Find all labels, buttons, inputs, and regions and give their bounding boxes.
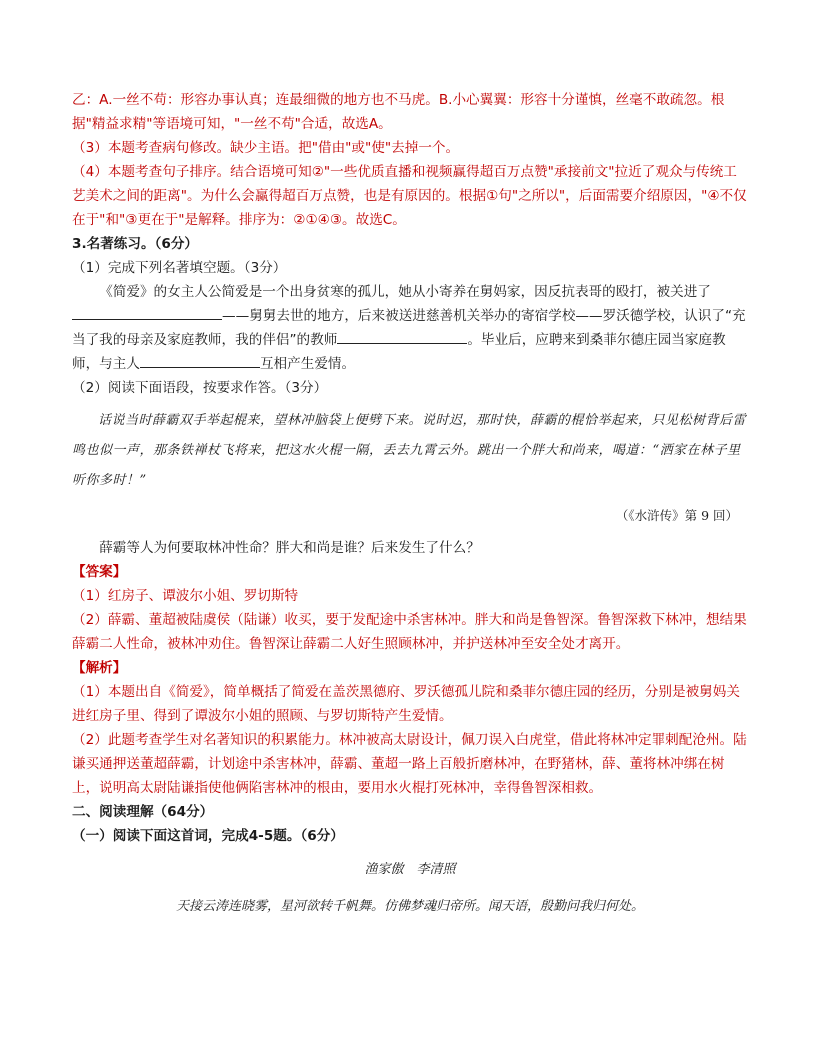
- blank-3[interactable]: [140, 353, 260, 368]
- question-3-sub2: （2）阅读下面语段，按要求作答。（3分）: [72, 380, 328, 396]
- fill-text-4: 互相产生爱情。: [259, 356, 356, 372]
- analysis-prev-line1: 乙：A.一丝不苟：形容办事认真；连最细微的地方也不马虎。B.小心翼翼：形容十分谨慎，丝毫不敢疏忽。根据"精益求精"等语境可知，"一丝不苟"合适，故选A。: [72, 92, 725, 132]
- fill-in-paragraph: [72, 280, 748, 376]
- blank-1[interactable]: [72, 305, 222, 320]
- fill-text-2: ——舅舅去世的地方，后来被送进慈善机关举办的寄宿学校——罗沃德学校，认识了“充当了我的母亲及家庭教师，我的伴侣”的教师: [72, 308, 746, 348]
- section-2-title: 二、阅读理解（64分）: [72, 804, 214, 820]
- analysis-heading: 【解析】: [72, 660, 127, 676]
- analysis-prev-item3: （3）本题考查病句修改。缺少主语。把"借由"或"使"去掉一个。: [72, 140, 460, 156]
- analysis-1: （1）本题出自《简爱》，简单概括了简爱在盖茨黑德府、罗沃德孤儿院和桑菲尔德庄园的经历，分别是被舅妈关进红房子里、得到了谭波尔小姐的照顾、与罗切斯特产生爱情。: [72, 684, 740, 724]
- excerpt-source: （《水浒传》第 9 回）: [615, 508, 738, 523]
- question-3-title: 3.名著练习。（6分）: [72, 236, 199, 252]
- fill-text-3: 。毕业后，应聘来到桑菲尔德庄园当家庭教师，与主人: [72, 332, 726, 372]
- section-2-subtitle: （一）阅读下面这首词，完成4-5题。（6分）: [72, 828, 344, 844]
- poem-title: 渔家傲 李清照: [364, 862, 456, 877]
- document-page: [72, 88, 748, 932]
- answer-heading: 【答案】: [72, 564, 127, 580]
- question-3-prompt: 薛霸等人为何要取林冲性命？胖大和尚是谁？后来发生了什么？: [99, 540, 480, 556]
- excerpt-quote: 话说当时薛霸双手举起棍来，望林冲脑袋上便劈下来。说时迟，那时快，薛霸的棍恰举起来，只见松树背后雷鸣也似一声，那条铁禅杖飞将来，把这水火棍一隔，丢去九霄云外。跳出一个胖大和尚来，喝道：“洒家在林子里听你多时！”: [72, 413, 747, 488]
- poem-line: 天接云涛连晓雾，星河欲转千帆舞。仿佛梦魂归帝所。闻天语，殷勤问我归何处。: [175, 899, 644, 914]
- answer-1: （1）红房子、谭波尔小姐、罗切斯特: [72, 588, 299, 604]
- answer-2: （2）薛霸、董超被陆虞侯（陆谦）收买，要于发配途中杀害林冲。胖大和尚是鲁智深。鲁智深救下林冲，想结果薛霸二人性命，被林冲劝住。鲁智深让薛霸二人好生照顾林冲，并护送林冲至安全处才离开。: [72, 612, 747, 652]
- blank-2[interactable]: [337, 329, 467, 344]
- analysis-prev-item4: （4）本题考查句子排序。结合语境可知②"一些优质直播和视频赢得超百万点赞"承接前文"拉近了观众与传统工艺美术之间的距离"。为什么会赢得超百万点赞，也是有原因的。根据①句"之所以"，后面需要介绍原因，"④不仅在于"和"③更在于"是解释。排序为：②①④③。故选C。: [72, 164, 747, 228]
- question-3-sub1: （1）完成下列名著填空题。（3分）: [72, 260, 287, 276]
- fill-text-1: 《简爱》的女主人公简爱是一个出身贫寒的孤儿，她从小寄养在舅妈家，因反抗表哥的殴打，被关进了: [99, 284, 711, 300]
- analysis-2: （2）此题考查学生对名著知识的积累能力。林冲被高太尉设计，佩刀误入白虎堂，借此将林冲定罪刺配沧州。陆谦买通押送董超薛霸，计划途中杀害林冲，薛霸、董超一路上百般折磨林冲，在野猪林，薛、董将林冲绑在树上，说明高太尉陆谦指使他俩陷害林冲的根由，要用水火棍打死林冲，幸得鲁智深相救。: [72, 732, 747, 796]
